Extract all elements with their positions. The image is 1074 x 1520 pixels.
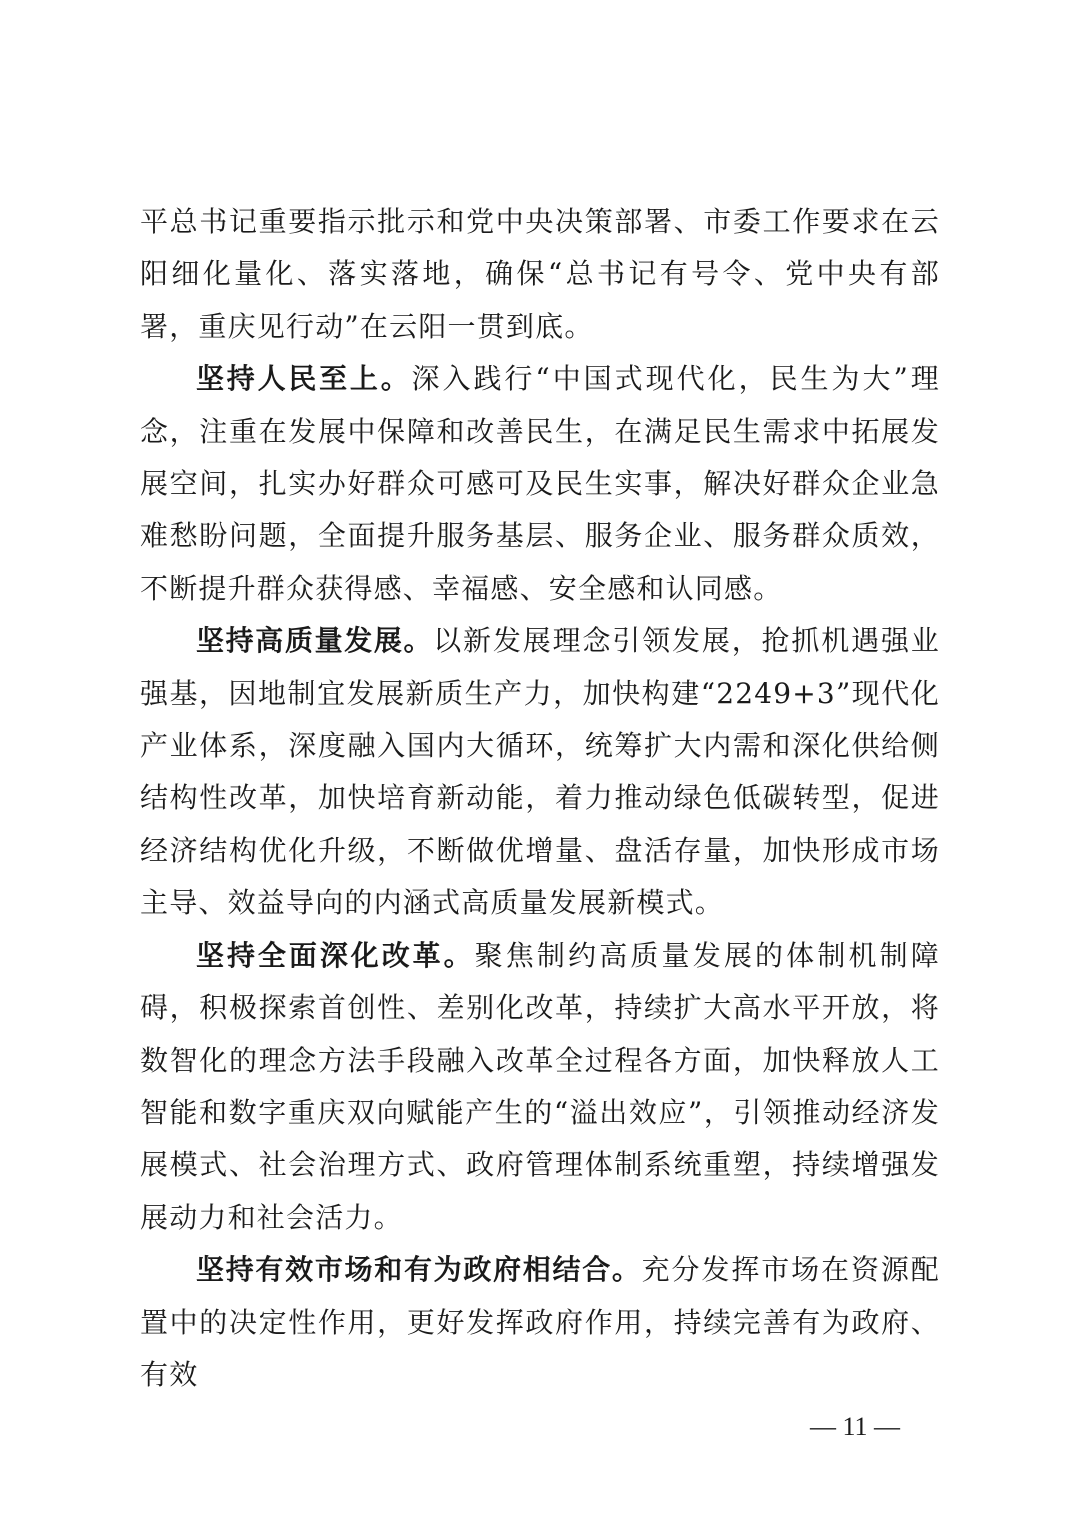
- paragraph-continuation: [140, 196, 940, 353]
- paragraph-lead: 坚持有效市场和有为政府相结合。: [196, 1253, 642, 1287]
- paragraph-high-quality-development: [140, 615, 940, 929]
- paragraph-deepen-reform: [140, 930, 940, 1244]
- paragraph-text: 以新发展理念引领发展，抢抓机遇强业强基，因地制宜发展新质生产力，加快构建“2249+3”现代化产业体系，深度融入国内大循环，统筹扩大内需和深化供给侧结构性改革，加快培育新动能，着力推动绿色低碳转型，促进经济结构优化升级，不断做优增量、盘活存量，加快形成市场主导、效益导向的内涵式高质量发展新模式。: [140, 624, 940, 920]
- paragraph-lead: 坚持全面深化改革。: [196, 938, 475, 972]
- paragraph-text: 聚焦制约高质量发展的体制机制障碍，积极探索首创性、差别化改革，持续扩大高水平开放，将数智化的理念方法手段融入改革全过程各方面，加快释放人工智能和数字重庆双向赋能产生的“溢出效应”，引领推动经济发展模式、社会治理方式、政府管理体制系统重塑，持续增强发展动力和社会活力。: [140, 938, 940, 1234]
- paragraph-people-first: [140, 353, 940, 615]
- paragraph-lead: 坚持人民至上。: [196, 362, 412, 396]
- paragraph-market-and-government: [140, 1244, 940, 1401]
- page-number: — 11 —: [810, 1412, 901, 1441]
- document-body: [140, 196, 940, 1401]
- paragraph-text: 平总书记重要指示批示和党中央决策部署、市委工作要求在云阳细化量化、落实落地，确保“总书记有号令、党中央有部署，重庆见行动”在云阳一贯到底。: [140, 205, 940, 343]
- paragraph-text: 充分发挥市场在资源配置中的决定性作用，更好发挥政府作用，持续完善有为政府、有效: [140, 1253, 940, 1391]
- paragraph-text: 深入践行“中国式现代化，民生为大”理念，注重在发展中保障和改善民生，在满足民生需求中拓展发展空间，扎实办好群众可感可及民生实事，解决好群众企业急难愁盼问题，全面提升服务基层、服务企业、服务群众质效，不断提升群众获得感、幸福感、安全感和认同感。: [140, 362, 940, 605]
- paragraph-lead: 坚持高质量发展。: [196, 624, 434, 658]
